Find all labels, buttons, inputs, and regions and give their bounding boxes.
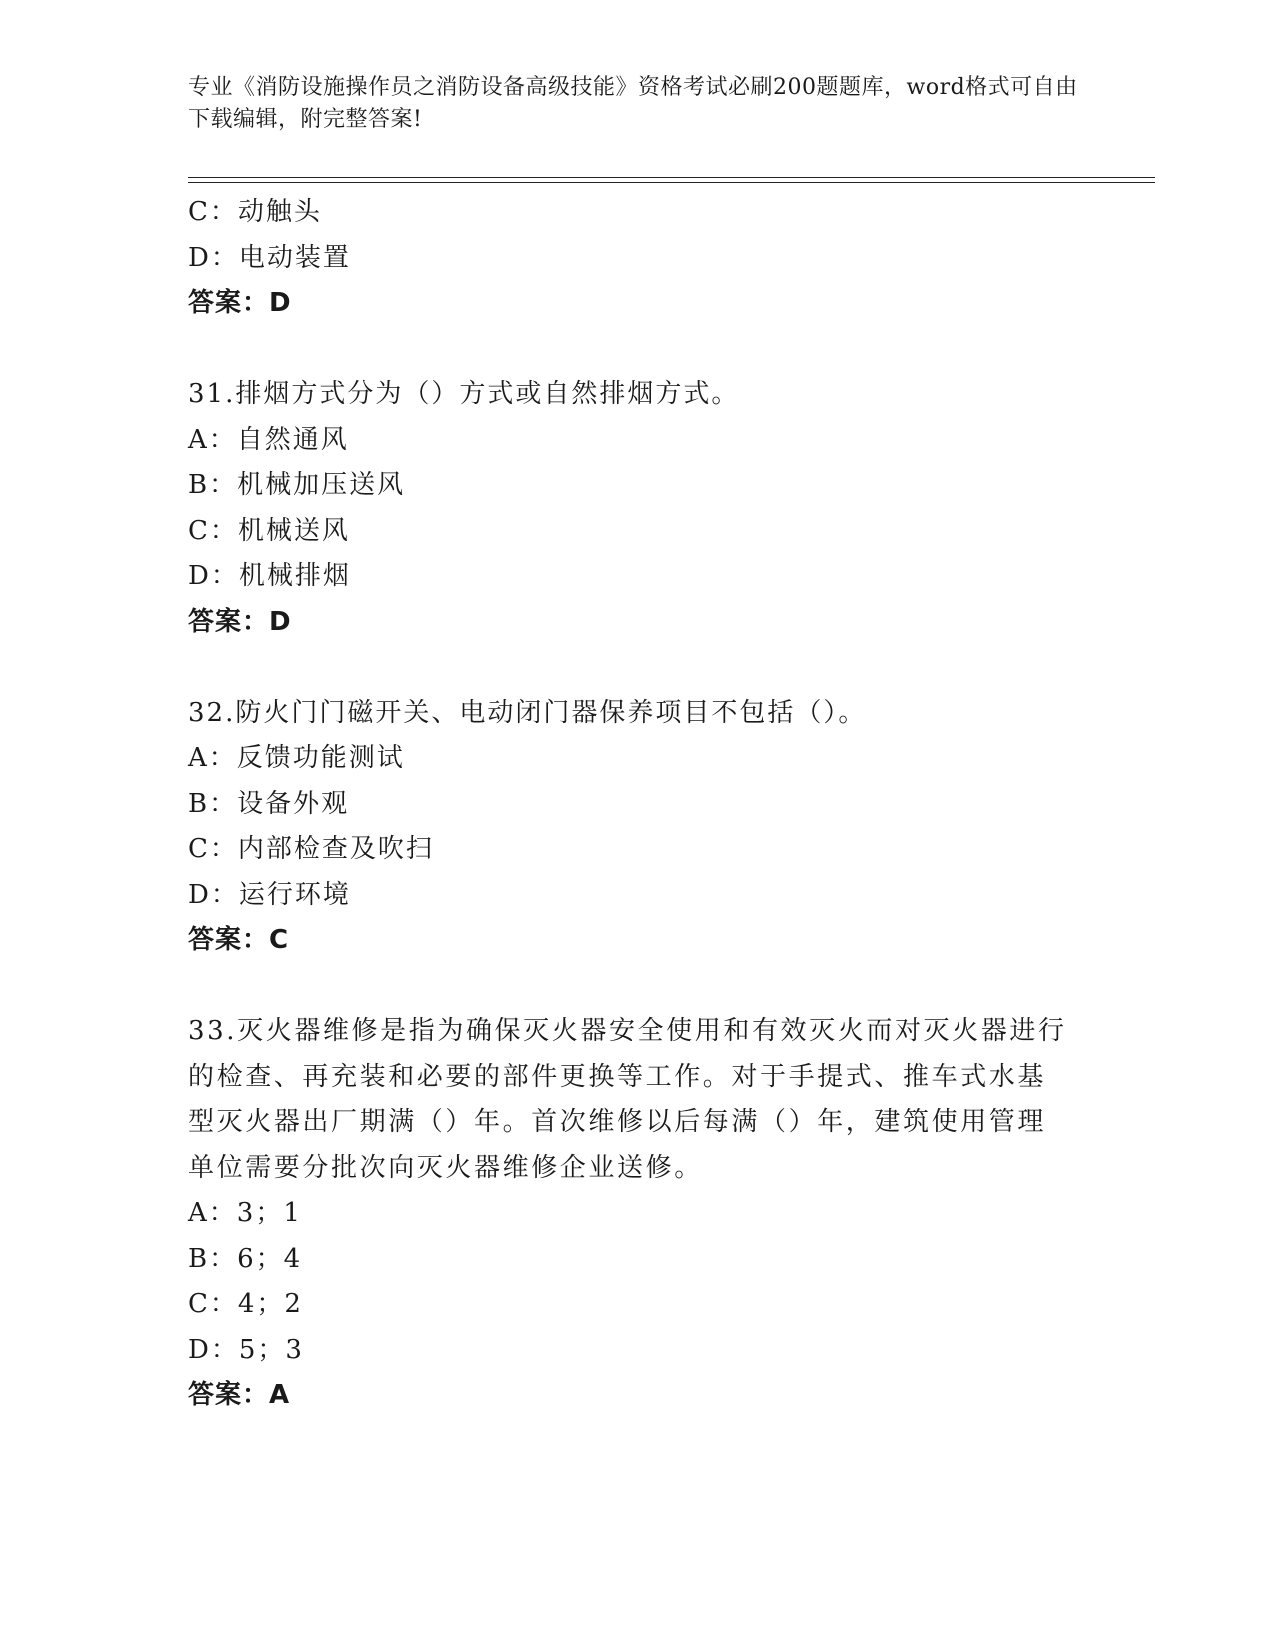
question-stem: 32.防火门门磁开关、电动闭门器保养项目不包括（）。: [188, 697, 867, 728]
header-divider-top: [188, 177, 1155, 178]
option-a: A：反馈功能测试: [188, 743, 405, 773]
answer-line: 答案：C: [188, 925, 290, 955]
answer-line: 答案：D: [188, 606, 292, 637]
prev-question-block: [188, 190, 1088, 327]
option-c: C：内部检查及吹扫: [188, 834, 434, 864]
question-32: [188, 691, 1088, 964]
option-b: B：机械加压送风: [188, 470, 406, 500]
spacer: [188, 645, 1088, 691]
question-33: [188, 1009, 1088, 1419]
option-c: C：4；2: [188, 1289, 303, 1319]
question-31: [188, 372, 1088, 645]
spacer: [188, 964, 1088, 1010]
option-d: D：运行环境: [188, 879, 351, 910]
option-d: D：机械排烟: [188, 561, 351, 591]
option-d: D：电动装置: [188, 242, 351, 273]
option-d: D：5；3: [188, 1334, 304, 1365]
option-c: C：动触头: [188, 197, 322, 227]
header-divider-bottom: [188, 182, 1155, 183]
option-c: C：机械送风: [188, 515, 350, 546]
option-a: A：自然通风: [188, 424, 349, 455]
option-a: A：3；1: [188, 1198, 302, 1228]
answer-line: 答案：D: [188, 288, 292, 318]
question-stem: 31.排烟方式分为（）方式或自然排烟方式。: [188, 379, 740, 409]
spacer: [188, 327, 1088, 373]
question-content: [188, 190, 1088, 1419]
document-header: 专业《消防设施操作员之消防设备高级技能》资格考试必刷200题题库，word格式可自由下载编辑，附完整答案!: [188, 75, 1078, 132]
option-b: B：6；4: [188, 1243, 303, 1274]
question-stem: 33.灭火器维修是指为确保灭火器安全使用和有效灭火而对灭火器进行的检查、再充装和必要的部件更换等工作。对于手提式、推车式水基型灭火器出厂期满（）年。首次维修以后每满（）年，建筑使用管理单位需要分批次向灭火器维修企业送修。: [188, 1016, 1067, 1183]
answer-line: 答案：A: [188, 1380, 291, 1410]
option-b: B：设备外观: [188, 788, 350, 819]
